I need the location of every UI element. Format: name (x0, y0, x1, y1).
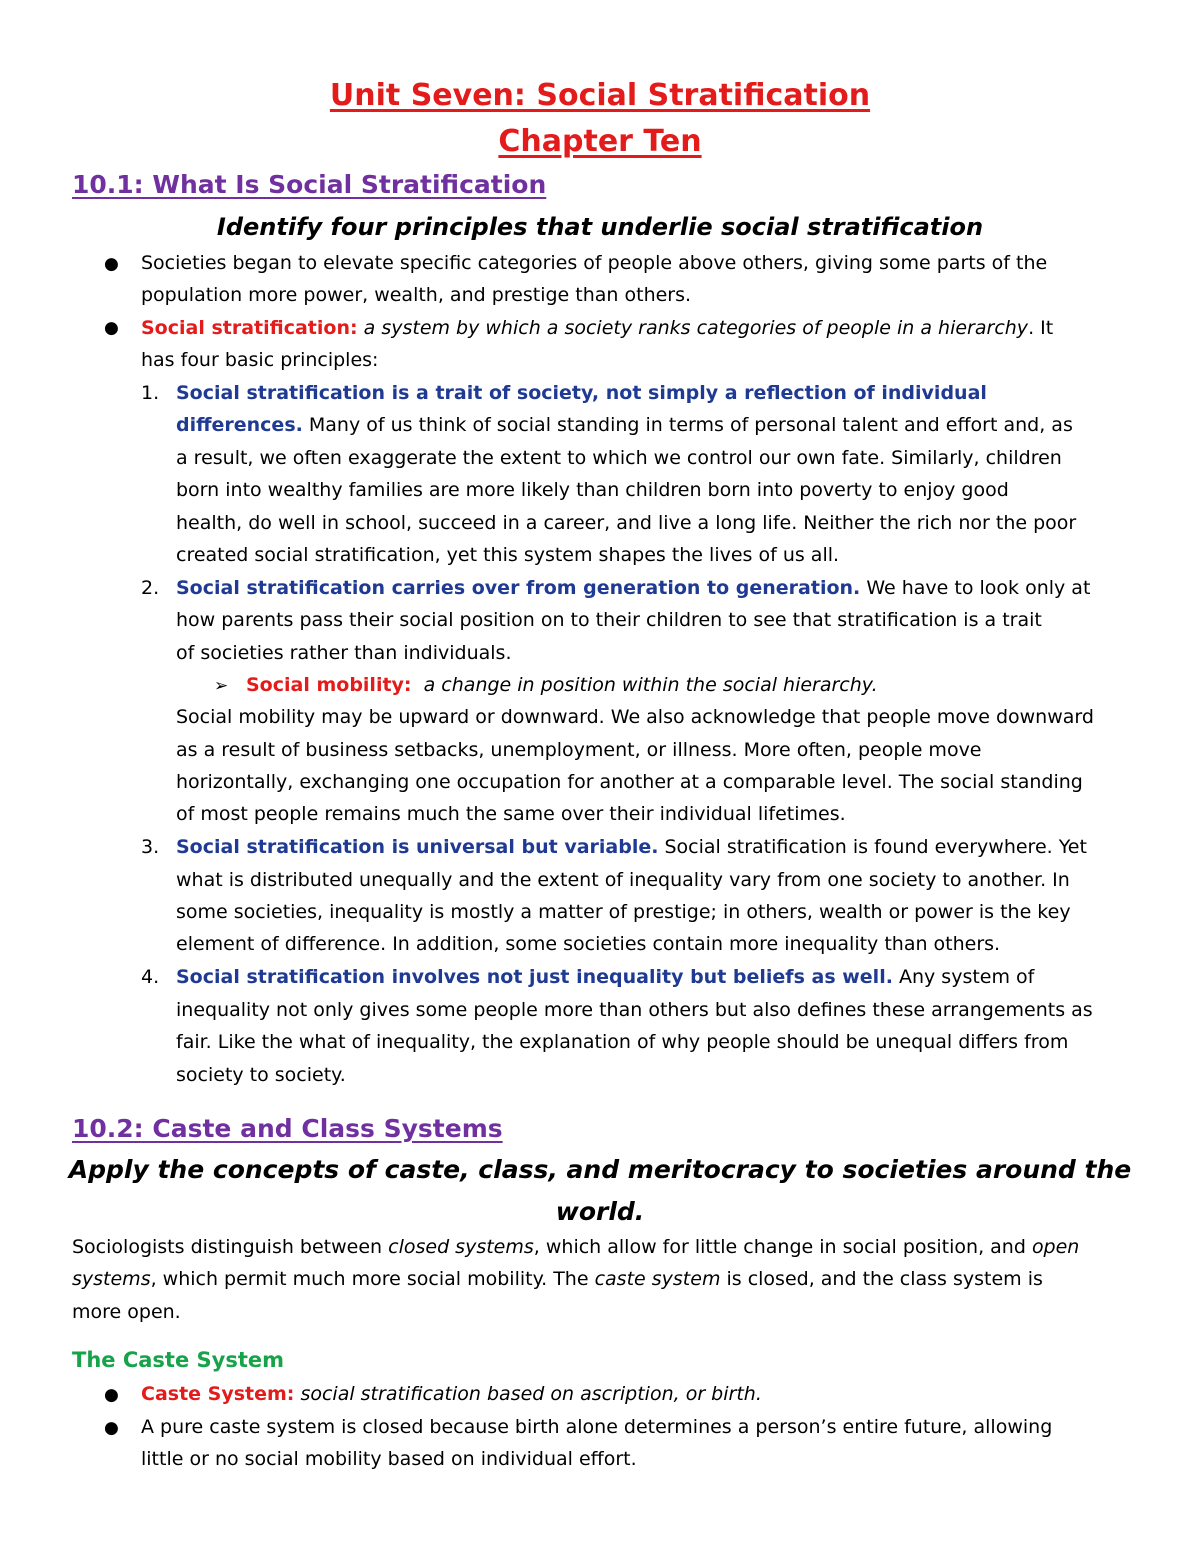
principle-1-line5: health, do well in school, succeed in a career, and live a long life. Neither the rich nor the poor (176, 512, 1077, 534)
bullet-icon: ● (104, 1418, 119, 1438)
bullet2-tail: . It (1028, 317, 1054, 339)
unit-title: Unit Seven: Social Stratification (329, 78, 871, 113)
bullet2-line2: has four basic principles: (141, 349, 379, 371)
arrow-bullet-icon: ➢ (214, 676, 229, 696)
section-objective-10-2-line1: Apply the concepts of caste, class, and meritocracy to societies around the (68, 1155, 1132, 1184)
principle-2-number: 2. (141, 577, 160, 599)
bullet1-line1: Societies began to elevate specific categories of people above others, giving some parts of the (141, 252, 1048, 274)
principle-4-line3: fair. Like the what of inequality, the explanation of why people should be unequal differs from (176, 1031, 1069, 1053)
principle-1-line2-text: Many of us think of social standing in terms of personal talent and effort and, as (302, 414, 1073, 436)
principle-3-line3: some societies, inequality is mostly a matter of prestige; in others, wealth or power is the key (176, 901, 1071, 923)
principle-4-line2: inequality not only gives some people more than others but also defines these arrangements as (176, 999, 1093, 1021)
section-objective-10-1: Identify four principles that underlie social stratification (216, 213, 984, 241)
principle-2-line3: of societies rather than individuals. (176, 642, 512, 664)
intro-line2 (72, 1268, 1043, 1290)
principle-1-number: 1. (141, 382, 160, 404)
bullet-icon: ● (104, 254, 119, 274)
principle-4-line1 (176, 966, 1034, 988)
term-caste-system: caste system (594, 1268, 721, 1290)
principle-1-line3: a result, we often exaggerate the extent to which we control our own fate. Similarly, children (176, 447, 1062, 469)
social-mobility-line4: of most people remains much the same over their individual lifetimes. (176, 803, 846, 825)
principle-1-line4: born into wealthy families are more likely than children born into poverty to enjoy good (176, 479, 1009, 501)
principle-3-line2: what is distributed unequally and the extent of inequality vary from one society to another. In (176, 869, 1070, 891)
term-caste-system-label: Caste System: (141, 1383, 295, 1405)
principle-3-line1-text: Social stratification is found everywhere. Yet (658, 836, 1087, 858)
social-mobility-line3: horizontally, exchanging one occupation for another at a comparable level. The social standing (176, 771, 1083, 793)
intro-text-c: , which allow for little change in social position, and (533, 1236, 1032, 1258)
term-social-stratification: Social stratification: (141, 317, 358, 339)
principle-2-line1 (176, 577, 1090, 599)
caste-bullet2-line2: little or no social mobility based on individual effort. (141, 1448, 637, 1470)
social-mobility-line1: Social mobility may be upward or downward. We also acknowledge that people move downward (176, 706, 1094, 728)
social-mobility-line2: as a result of business setbacks, unemployment, or illness. More often, people move (176, 739, 982, 761)
social-mobility-definition (246, 674, 878, 696)
term-systems: systems (72, 1268, 151, 1290)
definition-social-mobility: a change in position within the social hierarchy. (423, 674, 878, 696)
section-objective-10-2-line2: world. (555, 1197, 645, 1226)
term-social-mobility: Social mobility: (246, 674, 412, 696)
principle-2-line2: how parents pass their social position on to their children to see that stratification is a trait (176, 609, 1042, 631)
subheading-caste-system: The Caste System (72, 1348, 284, 1372)
principle-1-line2 (176, 414, 1073, 436)
intro-line1 (72, 1236, 1079, 1258)
bullet-icon: ● (104, 1385, 119, 1405)
section-heading-10-2: 10.2: Caste and Class Systems (72, 1114, 503, 1143)
intro-text-h: is closed, and the class system is (720, 1268, 1043, 1290)
bullet-icon: ● (104, 318, 119, 338)
definition-social-stratification: a system by which a society ranks categories of people in a hierarchy (363, 317, 1029, 339)
principle-3-line4: element of difference. In addition, some societies contain more inequality than others. (176, 933, 1001, 955)
principle-2-line1-text: We have to look only at (860, 577, 1091, 599)
principle-1-heading-end: differences. (176, 414, 303, 436)
principle-4-number: 4. (141, 966, 160, 988)
caste-definition (141, 1383, 762, 1405)
chapter-title: Chapter Ten (498, 124, 702, 159)
caste-bullet2-line1: A pure caste system is closed because birth alone determines a person’s entire future, allowing (141, 1416, 1053, 1438)
principle-1-line6: created social stratification, yet this system shapes the lives of us all. (176, 544, 840, 566)
principle-3-number: 3. (141, 836, 160, 858)
term-open: open (1031, 1236, 1080, 1258)
principle-1-heading: Social stratification is a trait of society, not simply a reflection of individual (176, 382, 987, 404)
section-heading-10-1: 10.1: What Is Social Stratification (72, 170, 547, 199)
principle-3-heading: Social stratification is universal but variable. (176, 836, 659, 858)
principle-4-line4: society to society. (176, 1064, 346, 1086)
intro-line3: more open. (72, 1301, 181, 1323)
definition-caste-system: social stratification based on ascription, or birth. (300, 1383, 762, 1405)
principle-2-heading: Social stratification carries over from generation to generation. (176, 577, 861, 599)
bullet1-line2: population more power, wealth, and prestige than others. (141, 284, 692, 306)
principle-4-line1-text: Any system of (892, 966, 1035, 988)
intro-text-a: Sociologists distinguish between (72, 1236, 389, 1258)
term-closed-systems: closed systems (388, 1236, 534, 1258)
bullet2-line1 (141, 317, 1053, 339)
principle-3-line1 (176, 836, 1087, 858)
principle-4-heading: Social stratification involves not just inequality but beliefs as well. (176, 966, 893, 988)
intro-text-f: , which permit much more social mobility. The (150, 1268, 595, 1290)
